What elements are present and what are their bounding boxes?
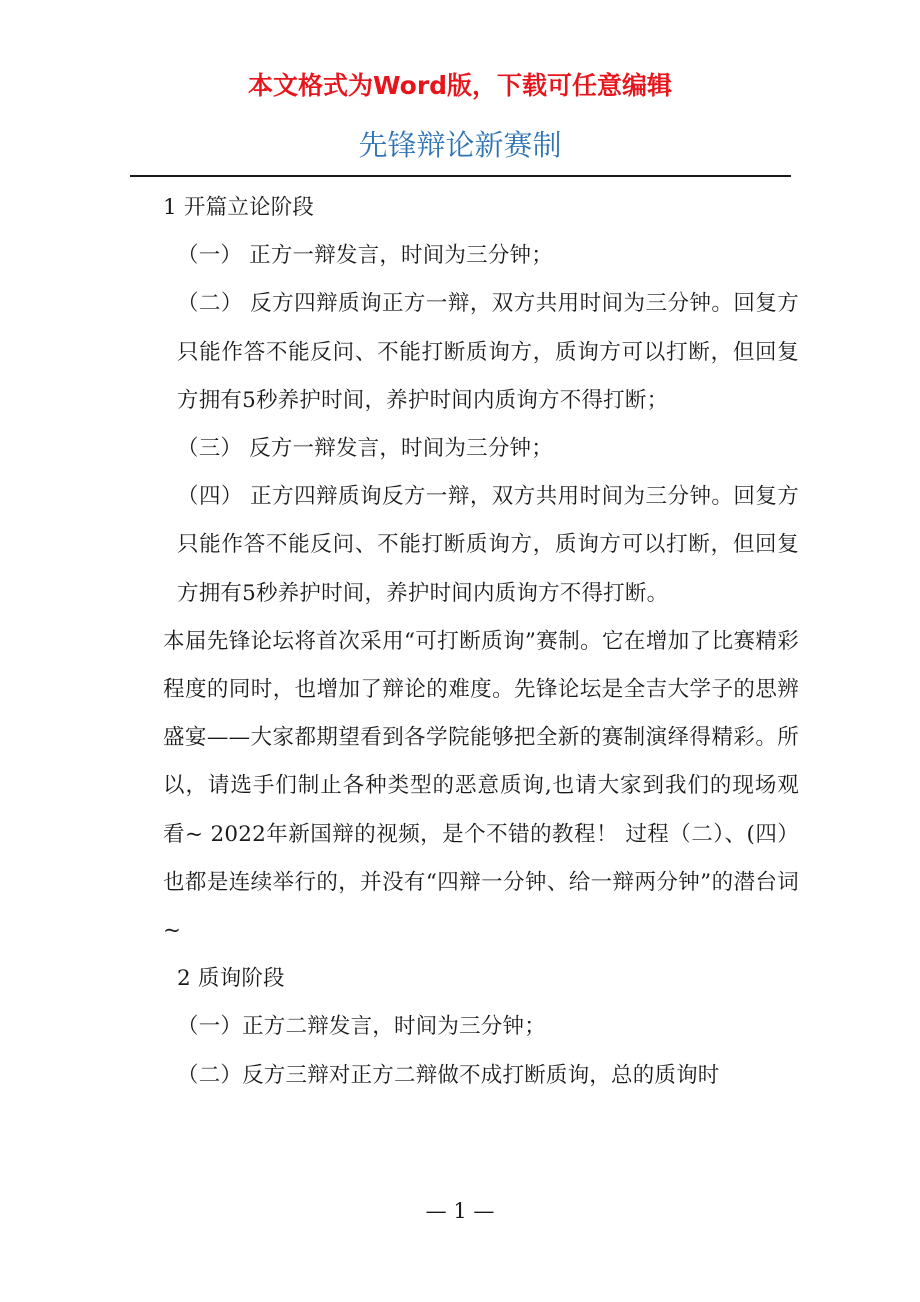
paragraph-item-2: （二） 反方四辩质询正方一辩，双方共用时间为三分钟。回复方只能作答不能反问、不能打断质询方，质询方可以打断，但回复方拥有5秒养护时间，养护时间内质询方不得打断；	[177, 291, 799, 413]
paragraph-item-1: （一） 正方一辩发言，时间为三分钟；	[177, 243, 553, 269]
section-heading-opening: 1 开篇立论阶段	[163, 195, 315, 220]
document-body	[141, 184, 799, 1100]
page-title: 先锋辩论新赛制	[358, 128, 562, 162]
download-banner: 本文格式为Word版，下载可任意编辑	[247, 71, 673, 100]
paragraph-item-5: （一）正方二辩发言，时间为三分钟；	[177, 1014, 546, 1040]
paragraph-item-4: （四） 正方四辩质询反方一辩，双方共用时间为三分钟。回复方只能作答不能反问、不能打断质询方，质询方可以打断，但回复方拥有5秒养护时间，养护时间内质询方不得打断。	[177, 484, 799, 606]
paragraph-item-6: （二）反方三辩对正方二辩做不成打断质询，总的质询时	[177, 1062, 720, 1088]
paragraph-explanation: 本届先锋论坛将首次采用“可打断质询”赛制。它在增加了比赛精彩程度的同时，也增加了辩论的难度。先锋论坛是全吉大学子的思辨盛宴——大家都期望看到各学院能够把全新的赛制演绎得精彩。所以，请选手们制止各种类型的恶意质询,也请大家到我们的现场观看~ 2022年新国辩的视频，是个不错的教程！ 过程（二）、(四）也都是连续举行的，并没有“四辩一分钟、给一辩两分钟”的潜台词~	[163, 628, 799, 944]
page-number: — 1 —	[425, 1199, 495, 1223]
section-heading-questioning: 2 质询阶段	[177, 966, 285, 992]
title-divider	[130, 175, 791, 177]
paragraph-item-3: （三） 反方一辩发言，时间为三分钟；	[177, 436, 553, 462]
